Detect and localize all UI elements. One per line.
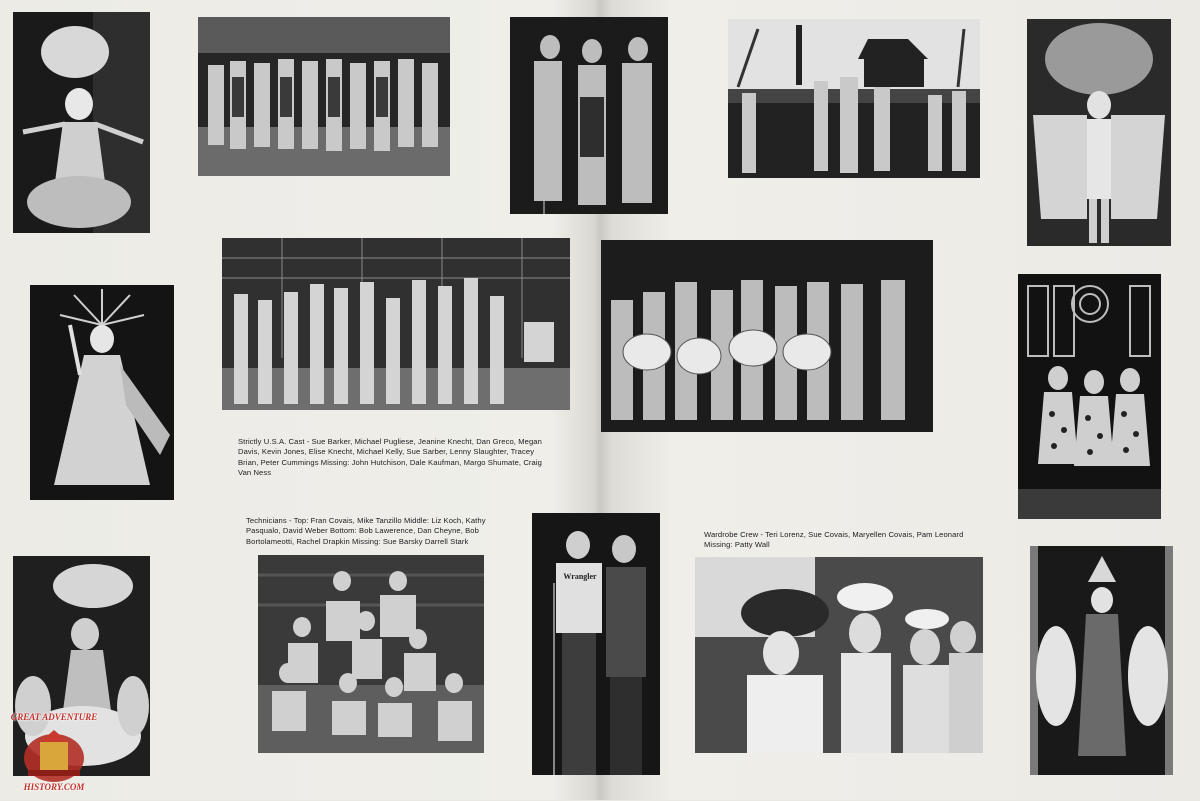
- watermark-text-top: GREAT ADVENTURE: [10, 712, 98, 722]
- watermark-text-bottom: HISTORY.COM: [23, 782, 85, 792]
- photo-cast-seated-stage: [198, 17, 450, 176]
- photo-parasol-chorus: [601, 240, 933, 432]
- photo-liberty-crown-performer: [30, 285, 174, 500]
- caption-strictly-usa-cast: Strictly U.S.A. Cast - Sue Barker, Michael Pugliese, Jeanine Knecht, Dan Greco, Megan Davis, Kevin Jones, Elise Knecht, Michael Kelly, Sue Sarber, Lenny Slaughter, Tracey Brian, Peter Cummings Missing: John Hutchison, Dale Kaufman, Margo Shumate, Craig Van Ness: [238, 437, 542, 478]
- photo-eagle-headdress-showgirl: [1030, 546, 1173, 775]
- photo-wardrobe-crew: [695, 557, 983, 753]
- photo-showgirl-feather-fan: [1027, 19, 1171, 246]
- watermark-logo: [6, 712, 102, 796]
- caption-wardrobe-crew: Wardrobe Crew - Teri Lorenz, Sue Covais, Maryellen Covais, Pam Leonard Missing: Patty Wall: [704, 530, 964, 550]
- caption-technicians: Technicians - Top: Fran Covais, Mike Tanzillo Middle: Liz Koch, Kathy Pasqualo, David Weber Bottom: Bob Lawerence, Dan Cheyne, Bob Bortolameotti, Rachel Drapkin Missing: Sue Barsky Darrell Stark: [246, 516, 486, 546]
- photo-wrangler-duet: [532, 513, 660, 775]
- photo-showgirl-star-headdress: [13, 12, 150, 233]
- photo-polka-dot-trio: [1018, 274, 1161, 519]
- photo-technicians-crew: [258, 555, 484, 753]
- wrangler-shirt-text: Wrangler: [563, 572, 597, 581]
- photo-strictly-usa-cast: [222, 238, 570, 410]
- photo-western-stage-dancers: [728, 19, 980, 178]
- photo-three-singers-microphone: [510, 17, 668, 214]
